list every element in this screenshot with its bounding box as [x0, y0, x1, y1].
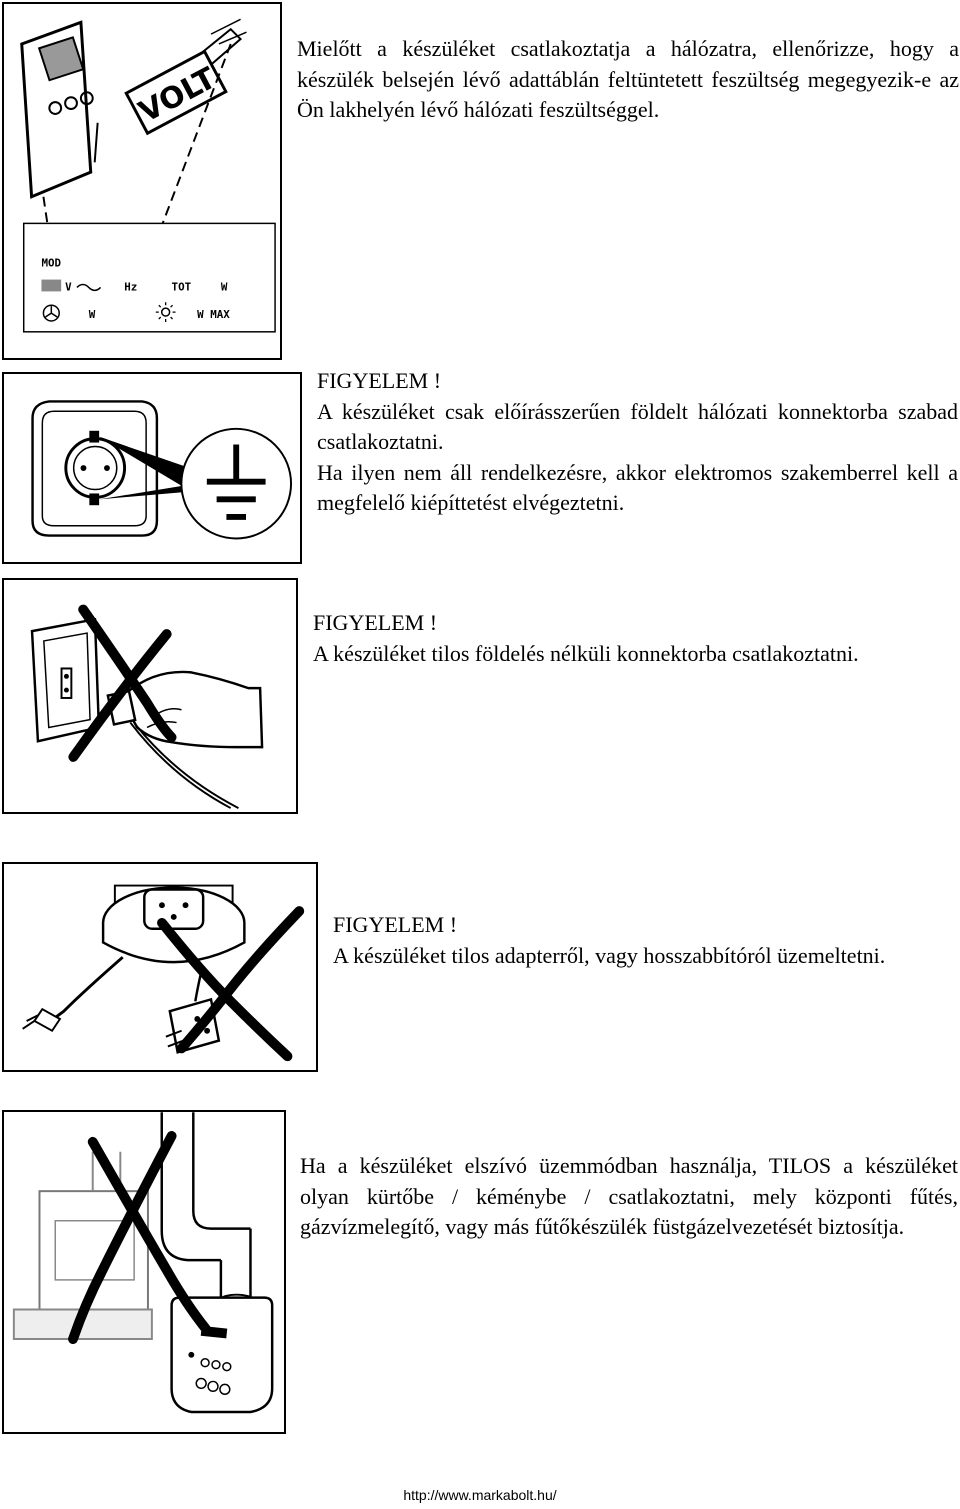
ungrounded-socket-illustration-frame: [2, 578, 298, 814]
plate-label-mod: MOD: [41, 256, 62, 270]
footer: [0, 1487, 960, 1503]
paragraph: A készüléket csak előírásszerűen földelt hálózati konnektorba szabad csatlakoztatni.: [317, 398, 958, 454]
ungrounded-socket-illustration: [4, 580, 296, 812]
voltmeter-illustration-frame: [2, 2, 282, 360]
paragraph: A készüléket tilos földelés nélküli konnektorba csatlakoztatni.: [313, 640, 859, 666]
paragraph: Ha a készüléket elszívó üzemmódban használja, TILOS a készüléket olyan kürtőbe / kéménybe / csatlakoztatni, mely központi fűtés, gázvízmelegítő, vagy más fűtőkészülék füstgázelvezetését biztosítja.: [300, 1153, 958, 1239]
no-adapter-text: [333, 910, 958, 971]
extension-reel-illustration-frame: [2, 862, 318, 1072]
voltmeter-illustration: [4, 4, 280, 358]
warning-heading: FIGYELEM !: [333, 912, 458, 937]
plate-label-wmax: W MAX: [197, 308, 230, 322]
no-shared-flue-text: [300, 1151, 958, 1243]
grounded-socket-illustration-frame: [2, 372, 302, 564]
footer-url[interactable]: http://www.markabolt.hu/: [403, 1487, 557, 1503]
warning-heading: FIGYELEM !: [313, 610, 438, 635]
shared-chimney-illustration-frame: [2, 1110, 286, 1434]
plate-label-w2: W: [88, 308, 96, 322]
plate-label-tot: TOT: [171, 280, 192, 294]
plate-label-hz: Hz: [124, 280, 138, 294]
grounded-socket-text: [317, 366, 958, 519]
warning-heading: FIGYELEM !: [317, 368, 442, 393]
plate-label-w1: W: [220, 280, 228, 294]
paragraph: A készüléket tilos adapterről, vagy hosszabbítóról üzemeltetni.: [333, 942, 886, 968]
paragraph: Ha ilyen nem áll rendelkezésre, akkor elektromos szakemberrel kell a megfelelő kiépíttetést elvégeztetni.: [317, 459, 958, 515]
voltage-check-text: [297, 34, 959, 126]
grounded-socket-illustration: [4, 374, 300, 562]
shared-chimney-illustration: [4, 1112, 284, 1432]
plate-label-v: V: [65, 280, 72, 294]
volt-sign-text: VOLT: [133, 60, 222, 130]
no-ungrounded-text: [313, 608, 958, 669]
paragraph: Mielőtt a készüléket csatlakoztatja a hálózatra, ellenőrizze, hogy a készülék belsején lévő adattáblán feltüntetett feszültség megegyezik-e az Ön lakhelyén lévő hálózati feszültséggel.: [297, 36, 959, 122]
extension-reel-illustration: [4, 864, 316, 1070]
